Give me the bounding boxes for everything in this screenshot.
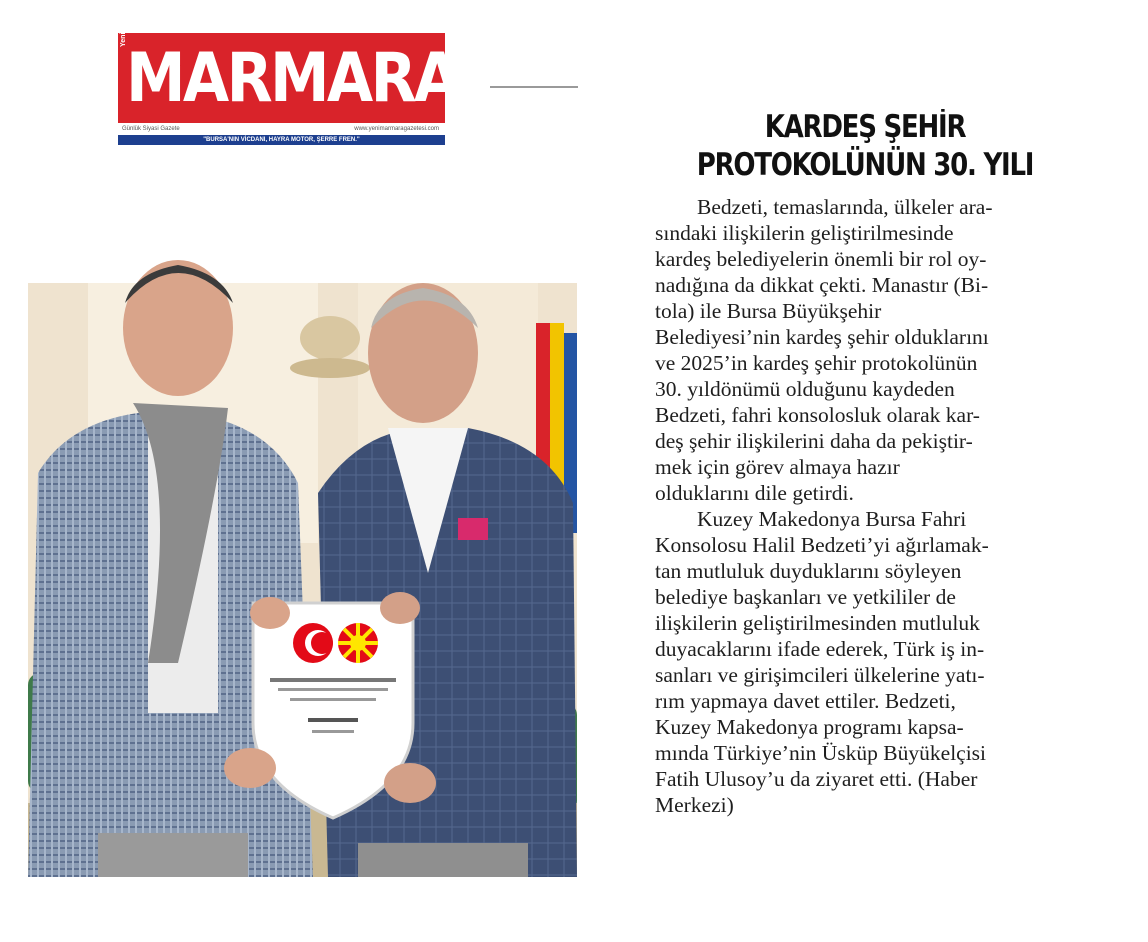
article-headline (689, 108, 1042, 184)
body-line: nadığına da dikkat çekti. Manastır (Bi- (655, 273, 989, 297)
body-line: Bedzeti, temaslarında, ülkeler ara- (697, 195, 993, 219)
logo-subtitle: Günlük Siyasi Gazete (122, 126, 180, 132)
body-line: Belediyesi’nin kardeş şehir olduklarını (655, 325, 989, 349)
body-line: olduklarını dile getirdi. (655, 481, 854, 505)
body-line: Merkezi) (655, 793, 734, 817)
body-line: sındaki ilişkilerin geliştirilmesinde (655, 221, 954, 245)
logo-website: www.yenimarmaragazetesi.com (354, 126, 439, 132)
body-line: mında Türkiye’nin Üsküp Büyükelçisi (655, 741, 987, 765)
photo-two-men-with-pennant-icon (28, 243, 577, 877)
divider (490, 86, 578, 88)
body-line: tola) ile Bursa Büyükşehir (655, 299, 882, 323)
newspaper-logo (118, 32, 458, 145)
body-line: rım yapmaya davet ettiler. Bedzeti, (655, 689, 956, 713)
body-line: sanları ve girişimcileri ülkelerine yatı- (655, 663, 985, 687)
logo-slogan: "BURSA'NIN VİCDANI, HAYRA MOTOR, ŞERRE FREN." (118, 135, 445, 145)
body-line: Konsolosu Halil Bedzeti’yi ağırlamak- (655, 533, 989, 557)
body-line: 30. yıldönümü olduğunu kaydeden (655, 377, 955, 401)
body-line: belediye başkanları ve yetkililer de (655, 585, 956, 609)
headline-line: KARDEŞ ŞEHİR (764, 109, 966, 145)
body-line: duyacaklarını ifade ederek, Türk iş in- (655, 637, 985, 661)
logo-strip (118, 123, 445, 145)
article-photo (28, 243, 577, 877)
body-line: deş şehir ilişkilerini daha da pekiştir- (655, 429, 973, 453)
body-line: Bedzeti, fahri konsolosluk olarak kar- (655, 403, 980, 427)
logo-wordmark: MARMARA (126, 39, 458, 118)
article-body (655, 194, 1073, 818)
body-line: Kuzey Makedonya programı kapsa- (655, 715, 964, 739)
body-line: mek için görev almaya hazır (655, 455, 900, 479)
logo-prefix: Yeni (120, 32, 127, 47)
body-line: ve 2025’in kardeş şehir protokolünün (655, 351, 978, 375)
headline-line: PROTOKOLÜNÜN 30. YILI (696, 147, 1034, 183)
body-line: Kuzey Makedonya Bursa Fahri (697, 507, 967, 531)
body-line: ilişkilerin geliştirilmesinden mutluluk (655, 611, 980, 635)
body-line: tan mutluluk duyduklarını söyleyen (655, 559, 962, 583)
body-line: Fatih Ulusoy’u da ziyaret etti. (Haber (655, 767, 978, 791)
body-line: kardeş belediyelerin önemli bir rol oy- (655, 247, 987, 271)
